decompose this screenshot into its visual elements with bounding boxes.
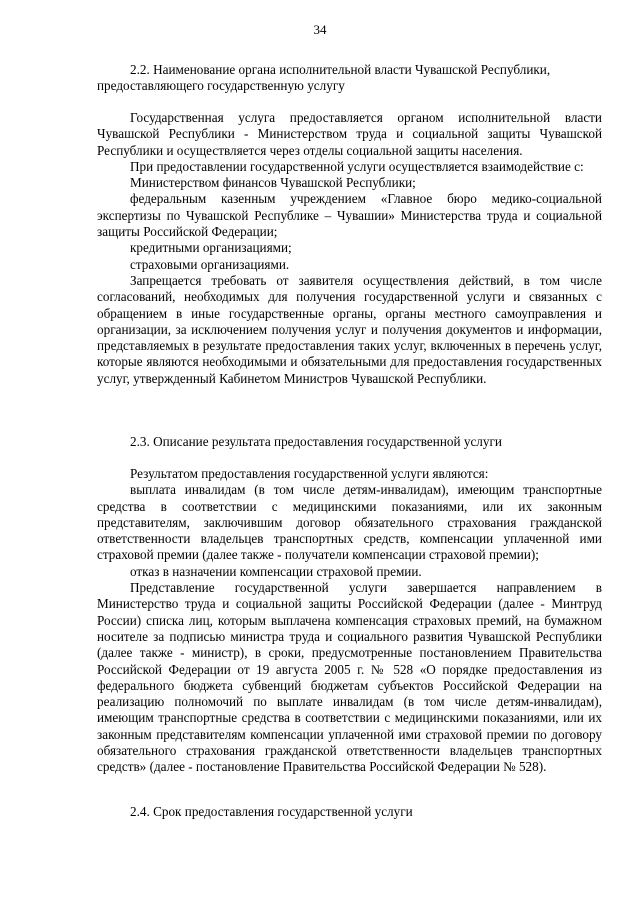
section-heading-2-4: 2.4. Срок предоставления государственной услуги bbox=[130, 804, 413, 819]
list-item: страховыми организациями. bbox=[130, 256, 290, 272]
paragraph: Представление государственной услуги завершается направлением в Министерство труда и социальной защиты Российской Федерации (далее - Минтруд России) списка лиц, которым выплачена компенсация страховых премий, на бумажном носителе за подписью министра труда и социального развития Чувашской Республики (далее также - министр), в сроки, предусмотренные постановлением Правительства Российской Федерации от 19 августа 2005 г. № 528 «О порядке предоставления из федерального бюджета субвенций бюджетам субъектов Российской Федерации на реализацию полномочий по выплате инвалидам (в том числе детям-инвалидам), имеющим транспортные средства в соответствии с медицинскими показаниями, или их законным представителям компенсации уплаченной ими страховой премии по договору обязательного страхования гражданской ответственности владельцев транспортных средств» (далее - постановление Правительства Российской Федерации № 528). bbox=[97, 580, 602, 775]
list-item: федеральным казенным учреждением «Главное бюро медико-социальной экспертизы по Чувашской Республике – Чувашии» Министерства труда и социальной защиты Российской Федерации; bbox=[97, 191, 602, 240]
paragraph: выплата инвалидам (в том числе детям-инвалидам), имеющим транспортные средства в соответствии с медицинскими показаниями, или их законным представителям, заключившим договор обязательного страхования гражданской ответственности владельцев транспортных средств, компенсации уплаченной ими страховой премии (далее также - получатели компенсации страховой премии); bbox=[97, 482, 602, 563]
section-2-2-body bbox=[97, 110, 602, 387]
page-number: 34 bbox=[313, 22, 327, 37]
paragraph: Государственная услуга предоставляется органом исполнительной власти Чувашской Республики - Министерством труда и социальной защиты Чувашской Республики и осуществляется через отделы социальной защиты населения. bbox=[97, 110, 602, 158]
section-2-3-body bbox=[97, 466, 602, 776]
paragraph: отказ в назначении компенсации страховой премии. bbox=[130, 563, 422, 579]
list-item: кредитными организациями; bbox=[130, 240, 292, 256]
section-heading-2-2: 2.2. Наименование органа исполнительной власти Чувашской Республики, предоставляющего государственную услугу bbox=[97, 62, 551, 94]
list-item: Министерством финансов Чувашской Республики; bbox=[130, 175, 416, 191]
section-heading-2-3: 2.3. Описание результата предоставления государственной услуги bbox=[130, 434, 502, 449]
paragraph: При предоставлении государственной услуги осуществляется взаимодействие с: bbox=[130, 158, 584, 174]
paragraph: Запрещается требовать от заявителя осуществления действий, в том числе согласований, необходимых для получения государственной услуги и связанных с обращением в иные государственные органы, органы местного самоуправления и организации, за исключением получения услуг и получения документов и информации, представляемых в результате предоставления таких услуг, включенных в перечень услуг, которые являются необходимыми и обязательными для предоставления государственных услуг, утвержденный Кабинетом Министров Чувашской Республики. bbox=[97, 272, 602, 386]
paragraph: Результатом предоставления государственной услуги являются: bbox=[130, 466, 489, 481]
